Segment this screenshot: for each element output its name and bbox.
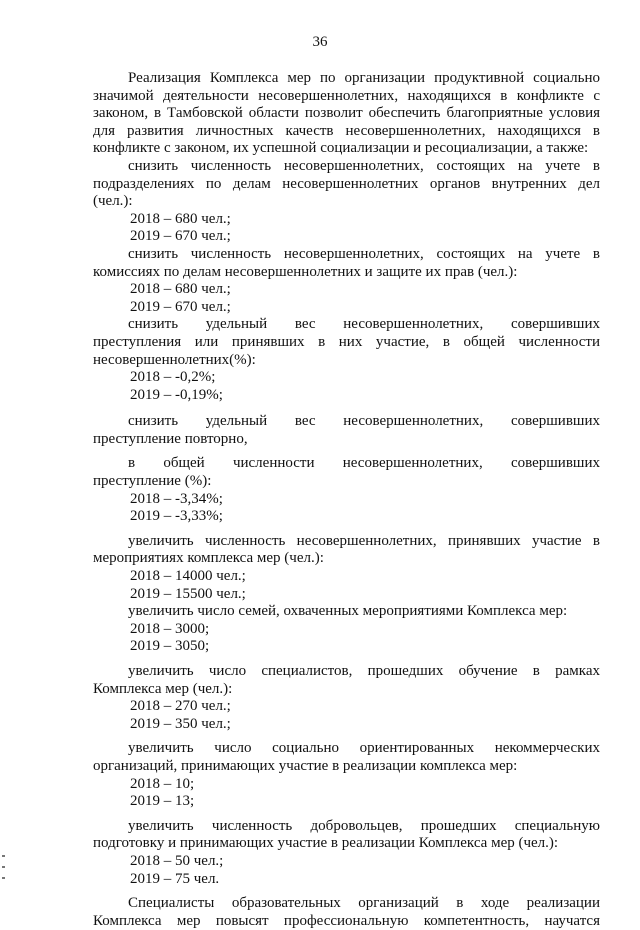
text-line: подготовку и принимающих участие в реализации Комплекса мер (чел.): bbox=[93, 835, 559, 852]
year-value: 2018 – 680 чел.; bbox=[130, 281, 231, 298]
text-line: Комплекса мер повысят профессиональную компетентность, научатся bbox=[93, 912, 600, 929]
year-value: 2018 – 14000 чел.; bbox=[130, 568, 246, 585]
text-line: несовершеннолетних(%): bbox=[93, 351, 256, 368]
year-value: 2019 – 670 чел.; bbox=[130, 228, 231, 245]
text-line: законом, в Тамбовской области позволит обеспечить благоприятные условия bbox=[93, 105, 600, 122]
text-line: значимой деятельности несовершеннолетних, находящихся в конфликте с bbox=[93, 87, 600, 104]
scan-margin-marks bbox=[2, 855, 8, 895]
text-line: преступление повторно, bbox=[93, 430, 248, 447]
year-value: 2018 – 680 чел.; bbox=[130, 210, 231, 227]
text-line: Реализация Комплекса мер по организации продуктивной социально bbox=[128, 70, 600, 86]
year-value: 2019 – 15500 чел.; bbox=[130, 585, 246, 602]
text-line: в общей численности несовершеннолетних, совершивших bbox=[128, 455, 600, 472]
text-line: увеличить число социально ориентированных некоммерческих bbox=[128, 740, 600, 757]
year-value: 2019 – -3,33%; bbox=[130, 508, 223, 525]
year-value: 2018 – 50 чел.; bbox=[130, 852, 224, 869]
text-line: снизить численность несовершеннолетних, состоящих на учете в bbox=[128, 157, 600, 174]
text-line: увеличить численность добровольцев, прошедших специальную bbox=[128, 817, 600, 834]
text-line: преступление (%): bbox=[93, 473, 212, 490]
text-line: подразделениях по делам несовершеннолетних органов внутренних дел bbox=[93, 175, 600, 192]
text-line: преступления или принявших в них участие, в общей численности bbox=[93, 333, 600, 350]
text-line: организаций, принимающих участие в реализации комплекса мер: bbox=[93, 757, 518, 774]
year-value: 2018 – 3000; bbox=[130, 620, 210, 637]
year-value: 2018 – 10; bbox=[130, 775, 195, 792]
text-line: снизить удельный вес несовершеннолетних, совершивших bbox=[128, 316, 600, 333]
page-number: 36 bbox=[312, 34, 328, 50]
text-line: конфликте с законом, их успешной социализации и ресоциализации, а также: bbox=[93, 140, 589, 157]
text-line: увеличить численность несовершеннолетних, принявших участие в bbox=[128, 532, 600, 549]
year-value: 2019 – -0,19%; bbox=[130, 386, 223, 403]
year-value: 2018 – 270 чел.; bbox=[130, 698, 231, 715]
document-body bbox=[93, 70, 600, 930]
text-line: (чел.): bbox=[93, 193, 133, 210]
year-value: 2019 – 3050; bbox=[130, 638, 210, 655]
text-line: Комплекса мер (чел.): bbox=[93, 680, 233, 697]
year-value: 2019 – 75 чел. bbox=[130, 870, 220, 887]
year-value: 2018 – -0,2%; bbox=[130, 369, 216, 386]
text-line: снизить численность несовершеннолетних, состоящих на учете в bbox=[128, 245, 600, 262]
text-line: увеличить число специалистов, прошедших обучение в рамках bbox=[128, 663, 600, 679]
text-line: Специалисты образовательных организаций в ходе реализации bbox=[128, 895, 600, 912]
text-line: снизить удельный вес несовершеннолетних, совершивших bbox=[128, 413, 600, 430]
year-value: 2018 – -3,34%; bbox=[130, 490, 223, 507]
year-value: 2019 – 670 чел.; bbox=[130, 298, 231, 315]
text-line: увеличить число семей, охваченных мероприятиями Комплекса мер: bbox=[128, 603, 568, 620]
text-line: комиссиях по делам несовершеннолетних и защите их прав (чел.): bbox=[93, 263, 518, 280]
text-line: для развития личностных качеств несовершеннолетних, находящихся в bbox=[93, 122, 600, 139]
year-value: 2019 – 13; bbox=[130, 793, 195, 810]
year-value: 2019 – 350 чел.; bbox=[130, 715, 231, 732]
text-line: мероприятиях комплекса мер (чел.): bbox=[93, 550, 324, 567]
